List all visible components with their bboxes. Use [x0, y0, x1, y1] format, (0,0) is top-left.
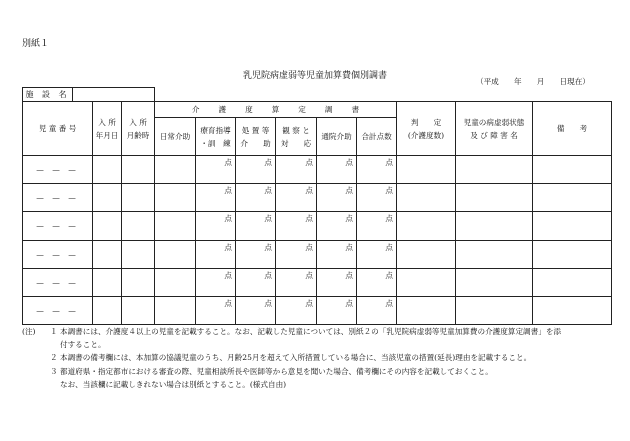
- header-care-col: [317, 118, 357, 156]
- points-cell[interactable]: 点: [317, 296, 357, 324]
- header-care-col: [357, 118, 397, 156]
- points-cell[interactable]: 点: [276, 268, 317, 296]
- header-judgment-bottom: (介護度数): [407, 130, 445, 140]
- remarks-cell[interactable]: [533, 268, 612, 296]
- header-admission-age-bottom: 月齢時: [126, 130, 150, 140]
- header-care-col-top: 通院介助: [321, 132, 352, 141]
- note-item: [22, 365, 612, 378]
- points-cell[interactable]: 点: [276, 240, 317, 268]
- header-admission-age: [122, 102, 155, 156]
- header-admission-date: [93, 102, 122, 156]
- daily-care-cell[interactable]: [155, 156, 196, 184]
- table-row: [23, 240, 612, 268]
- points-cell[interactable]: 点: [236, 268, 276, 296]
- child-number-cell[interactable]: — — —: [23, 240, 93, 268]
- header-condition: [456, 102, 533, 156]
- points-cell[interactable]: 点: [357, 296, 397, 324]
- points-cell[interactable]: 点: [196, 296, 236, 324]
- points-cell[interactable]: 点: [357, 212, 397, 240]
- facility-name-box: [22, 87, 155, 101]
- document-title: 乳児院病虚弱等児童加算費個別調書: [242, 71, 387, 81]
- note-number: ３: [50, 366, 58, 376]
- daily-care-cell[interactable]: [155, 184, 196, 212]
- annex-label: 別紙１: [22, 39, 50, 49]
- points-cell[interactable]: 点: [196, 184, 236, 212]
- judgment-cell[interactable]: [397, 212, 456, 240]
- remarks-cell[interactable]: [533, 184, 612, 212]
- header-admission-date-top: 入 所: [98, 117, 116, 127]
- note-number: １: [50, 327, 58, 336]
- points-cell[interactable]: 点: [236, 184, 276, 212]
- admission-date-cell[interactable]: [93, 156, 122, 184]
- points-cell[interactable]: 点: [276, 212, 317, 240]
- admission-date-cell[interactable]: [93, 268, 122, 296]
- note-text: 本調書には、介護度４以上の児童を記載すること。なお、記載した児童については、別紙２の「乳児院病虚弱等児童加算費の介護度算定調書」を添: [60, 327, 562, 336]
- remarks-cell[interactable]: [533, 212, 612, 240]
- header-care-col-top: 日常介助: [159, 132, 191, 141]
- note-item: [22, 351, 612, 364]
- points-cell[interactable]: 点: [196, 156, 236, 184]
- daily-care-cell[interactable]: [155, 212, 196, 240]
- header-care-col-top: 合計点数: [361, 132, 392, 141]
- remarks-cell[interactable]: [533, 296, 612, 324]
- header-care-group: 介護度算定調書: [155, 102, 397, 118]
- note-text: 本調書の備考欄には、本加算の協議児童のうち、月齢25月を超えて入所措置している場合に、当該児童の措置(延長)理由を記載すること。: [60, 353, 532, 363]
- header-condition-bottom: 及 び 障 害 名: [470, 130, 518, 140]
- table-row: [23, 296, 612, 324]
- admission-age-cell[interactable]: [122, 296, 155, 324]
- child-number-cell[interactable]: — — —: [23, 212, 93, 240]
- child-number-cell[interactable]: — — —: [23, 296, 93, 324]
- remarks-cell[interactable]: [533, 240, 612, 268]
- header-admission-date-bottom: 年月日: [95, 130, 119, 140]
- admission-age-cell[interactable]: [122, 156, 155, 184]
- header-care-col-top: 観 察 と: [282, 125, 310, 135]
- daily-care-cell[interactable]: [155, 268, 196, 296]
- header-care-col: [276, 118, 317, 156]
- daily-care-cell[interactable]: [155, 296, 196, 324]
- daily-care-cell[interactable]: [155, 240, 196, 268]
- header-care-col-bottom: 介 助: [240, 138, 271, 148]
- points-cell[interactable]: 点: [196, 212, 236, 240]
- condition-cell[interactable]: [456, 212, 533, 240]
- notes-prefix: (注): [22, 327, 36, 336]
- condition-cell[interactable]: [456, 240, 533, 268]
- header-condition-top: 児童の病虚弱状態: [463, 117, 525, 127]
- points-cell[interactable]: 点: [196, 240, 236, 268]
- header-care-col-bottom: ・訓 練: [200, 138, 231, 148]
- notes-section: [22, 325, 612, 391]
- header-admission-age-top: 入 所: [129, 117, 147, 127]
- header-care-col: [196, 118, 236, 156]
- child-number-cell[interactable]: — — —: [23, 268, 93, 296]
- points-cell[interactable]: 点: [276, 184, 317, 212]
- header-care-col-bottom: 対 応: [280, 138, 312, 148]
- header-care-col-top: 処 置 等: [241, 125, 270, 135]
- condition-cell[interactable]: [456, 184, 533, 212]
- judgment-cell[interactable]: [397, 268, 456, 296]
- as-of-date: （平成 年 月 日現在）: [476, 77, 590, 86]
- header-child-number: 児 童 番 号: [23, 102, 93, 156]
- judgment-cell[interactable]: [397, 184, 456, 212]
- points-cell[interactable]: 点: [357, 268, 397, 296]
- points-cell[interactable]: 点: [236, 296, 276, 324]
- admission-date-cell[interactable]: [93, 296, 122, 324]
- note-continuation: 付すること。: [60, 340, 106, 350]
- facility-name-field[interactable]: [73, 88, 154, 101]
- admission-date-cell[interactable]: [93, 184, 122, 212]
- points-cell[interactable]: 点: [317, 240, 357, 268]
- child-number-cell[interactable]: — — —: [23, 184, 93, 212]
- condition-cell[interactable]: [456, 296, 533, 324]
- points-cell[interactable]: 点: [276, 156, 317, 184]
- child-number-cell[interactable]: — — —: [23, 156, 93, 184]
- points-cell[interactable]: 点: [276, 296, 317, 324]
- note-item: [22, 325, 612, 338]
- judgment-cell[interactable]: [397, 156, 456, 184]
- header-care-col: [236, 118, 276, 156]
- table-row: [23, 156, 612, 184]
- points-cell[interactable]: 点: [196, 268, 236, 296]
- header-judgment: [397, 102, 456, 156]
- admission-age-cell[interactable]: [122, 240, 155, 268]
- points-cell[interactable]: 点: [236, 240, 276, 268]
- remarks-cell[interactable]: [533, 156, 612, 184]
- judgment-cell[interactable]: [397, 240, 456, 268]
- child-record-table: [22, 101, 612, 325]
- header-care-col: [155, 118, 196, 156]
- judgment-cell[interactable]: [397, 296, 456, 324]
- condition-cell[interactable]: [456, 156, 533, 184]
- note-extra: なお、当該欄に記載しきれない場合は別紙とすること。(様式自由): [60, 379, 287, 389]
- points-cell[interactable]: 点: [317, 184, 357, 212]
- points-cell[interactable]: 点: [357, 156, 397, 184]
- table-row: [23, 268, 612, 296]
- admission-date-cell[interactable]: [93, 212, 122, 240]
- points-cell[interactable]: 点: [317, 212, 357, 240]
- points-cell[interactable]: 点: [357, 184, 397, 212]
- points-cell[interactable]: 点: [317, 156, 357, 184]
- admission-date-cell[interactable]: [93, 240, 122, 268]
- facility-name-label: 施 設 名: [23, 88, 73, 101]
- admission-age-cell[interactable]: [122, 184, 155, 212]
- admission-age-cell[interactable]: [122, 212, 155, 240]
- points-cell[interactable]: 点: [357, 240, 397, 268]
- table-row: [23, 184, 612, 212]
- condition-cell[interactable]: [456, 268, 533, 296]
- table-row: [23, 212, 612, 240]
- note-number: ２: [50, 353, 58, 363]
- points-cell[interactable]: 点: [317, 268, 357, 296]
- points-cell[interactable]: 点: [236, 156, 276, 184]
- header-remarks: 備 考: [533, 102, 612, 156]
- header-judgment-top: 判 定: [410, 117, 442, 127]
- note-text: 都道府県・指定都市における審査の際、児童相談所長や医師等から意見を聞いた場合、備考欄にその内容を記載しておくこと。: [60, 366, 493, 376]
- header-care-col-top: 療育指導: [200, 125, 231, 135]
- points-cell[interactable]: 点: [236, 212, 276, 240]
- admission-age-cell[interactable]: [122, 268, 155, 296]
